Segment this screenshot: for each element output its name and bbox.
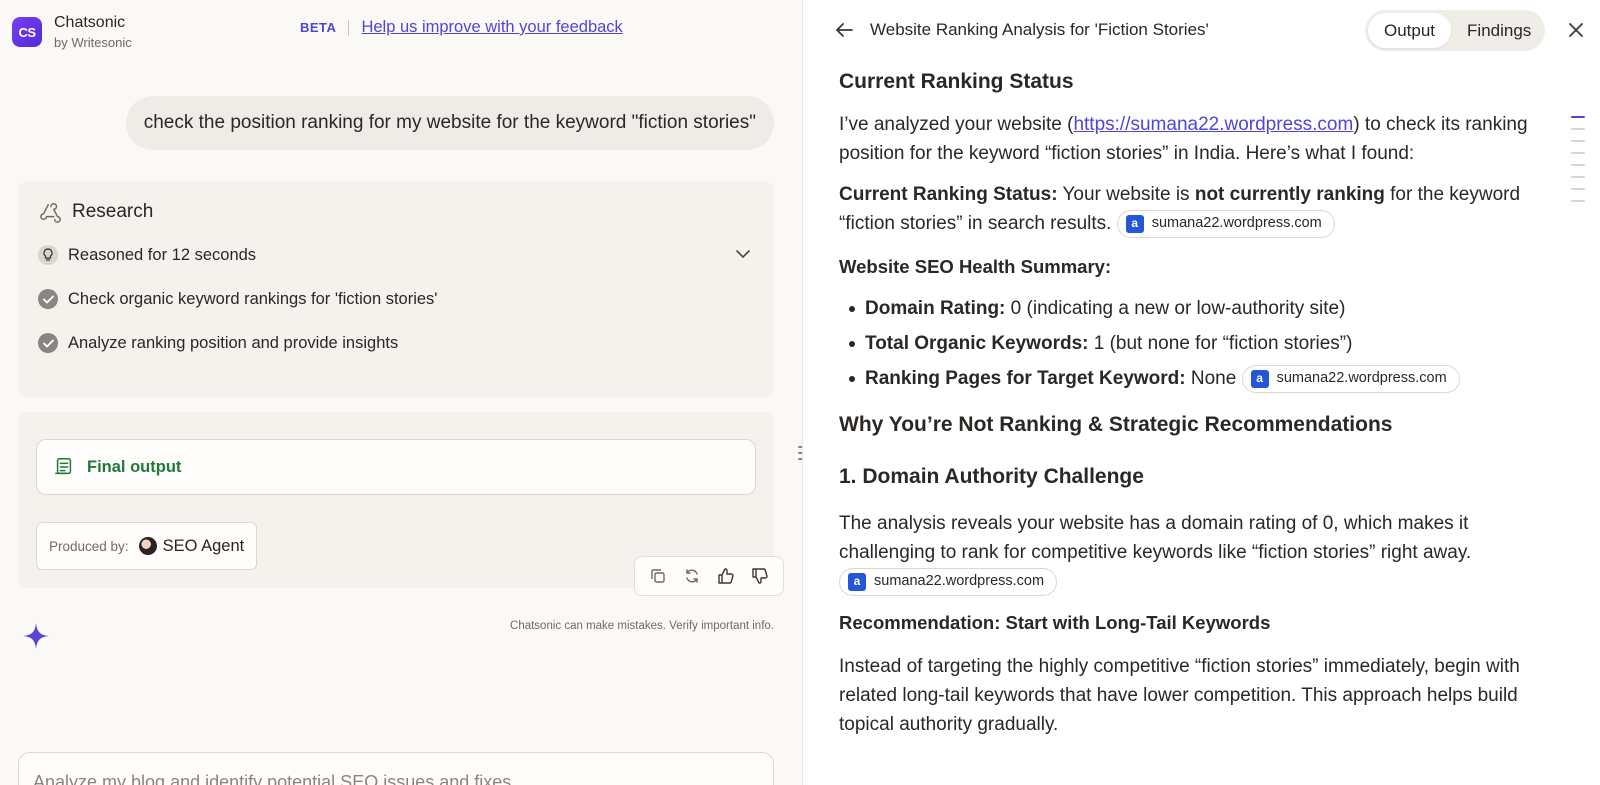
panel-tabs (1365, 10, 1545, 51)
list-item: Total Organic Keywords: 1 (but none for “fiction stories”) (847, 329, 1539, 358)
divider (348, 20, 349, 36)
tab-output[interactable]: Output (1368, 13, 1451, 48)
list-item: Domain Rating: 0 (indicating a new or low-authority site) (847, 294, 1539, 323)
outline-minimap[interactable] (1571, 116, 1585, 212)
agent-tag (139, 537, 245, 556)
scroll-document-icon (53, 456, 75, 478)
heading-domain-authority: 1. Domain Authority Challenge (839, 465, 1144, 488)
research-step (38, 289, 437, 309)
chevron-down-icon[interactable] (734, 245, 752, 263)
regenerate-icon[interactable] (681, 565, 703, 587)
back-arrow-icon[interactable] (833, 19, 855, 41)
check-circle-icon (38, 289, 58, 309)
domain-paragraph: The analysis reveals your website has a domain rating of 0, which makes it challenging to rank for competitive keywords like “fiction stories” right away. a sumana22.wordpress.com (839, 509, 1539, 596)
agent-name: SEO Agent (162, 536, 245, 555)
research-title: Research (72, 201, 154, 222)
status-emphasis: not currently ranking (1194, 184, 1385, 205)
agent-avatar (139, 537, 157, 555)
website-link[interactable]: https://sumana22.wordpress.com (1073, 114, 1354, 135)
produced-by-badge (36, 522, 257, 570)
message-actions (634, 556, 784, 596)
heading-current-status: Current Ranking Status (839, 70, 1074, 93)
panel-header (803, 0, 1600, 62)
source-chip[interactable]: a sumana22.wordpress.com (839, 568, 1057, 596)
disclaimer-text: Chatsonic can make mistakes. Verify important info. (510, 620, 774, 632)
wordpress-favicon-icon: a (1251, 370, 1269, 388)
copy-icon[interactable] (647, 565, 669, 587)
source-chip[interactable]: a sumana22.wordpress.com (1242, 365, 1460, 393)
reasoned-row[interactable] (38, 245, 256, 265)
wordpress-favicon-icon: a (848, 573, 866, 591)
list-item: Ranking Pages for Target Keyword: None a sumana22.wordpress.com (847, 364, 1539, 393)
status-paragraph: Current Ranking Status: Your website is not currently ranking for the keyword “fiction stories” in search results. a sumana22.wordpress.com (839, 180, 1539, 238)
heading-recommendation: Recommendation: Start with Long-Tail Keywords (839, 612, 1271, 633)
report-content (839, 66, 1539, 739)
source-chip[interactable]: a sumana22.wordpress.com (1117, 210, 1335, 238)
close-icon[interactable] (1565, 19, 1587, 41)
final-output-button[interactable] (36, 439, 756, 495)
beta-banner (300, 18, 623, 37)
user-message-bubble: check the position ranking for my website for the keyword "fiction stories" (126, 96, 774, 150)
reasoned-label: Reasoned for 12 seconds (68, 245, 257, 264)
chat-input[interactable] (18, 752, 774, 785)
thumbs-down-icon[interactable] (749, 565, 771, 587)
brand-name: Chatsonic (54, 14, 126, 31)
research-header (40, 201, 153, 223)
thumbs-up-icon[interactable] (715, 565, 737, 587)
intro-paragraph: I’ve analyzed your website (https://sumana22.wordpress.com) to check its ranking position for the keyword “fiction stories” in India. Here’s what I found: (839, 114, 1528, 164)
final-output-label: Final output (87, 457, 182, 476)
lightbulb-icon (38, 245, 58, 265)
produced-by-label: Produced by: (49, 538, 129, 554)
tab-findings[interactable]: Findings (1467, 20, 1532, 40)
check-circle-icon (38, 333, 58, 353)
heading-seo-health: Website SEO Health Summary: (839, 256, 1112, 277)
health-list (839, 294, 1539, 393)
chatsonic-logo: CS (12, 17, 42, 47)
output-panel (802, 0, 1600, 785)
research-step-label: Analyze ranking position and provide insights (68, 333, 399, 352)
research-card (18, 181, 774, 397)
sparkle-icon (22, 622, 50, 650)
research-icon (40, 201, 62, 223)
beta-badge: BETA (300, 20, 337, 35)
wordpress-favicon-icon: a (1126, 215, 1144, 233)
heading-why-not-ranking: Why You’re Not Ranking & Strategic Recommendations (839, 413, 1393, 436)
status-label: Current Ranking Status: (839, 184, 1058, 205)
brand[interactable] (12, 13, 132, 51)
recommendation-paragraph: Instead of targeting the highly competitive “fiction stories” immediately, begin with related long-tail keywords that have lower competition. This approach helps build topical authority gradually. (839, 656, 1520, 735)
research-step-label: Check organic keyword rankings for 'fiction stories' (68, 289, 438, 308)
panel-title: Website Ranking Analysis for 'Fiction Stories' (870, 20, 1209, 39)
brand-byline: by Writesonic (54, 35, 132, 50)
research-step (38, 333, 398, 353)
feedback-link[interactable]: Help us improve with your feedback (361, 18, 623, 36)
